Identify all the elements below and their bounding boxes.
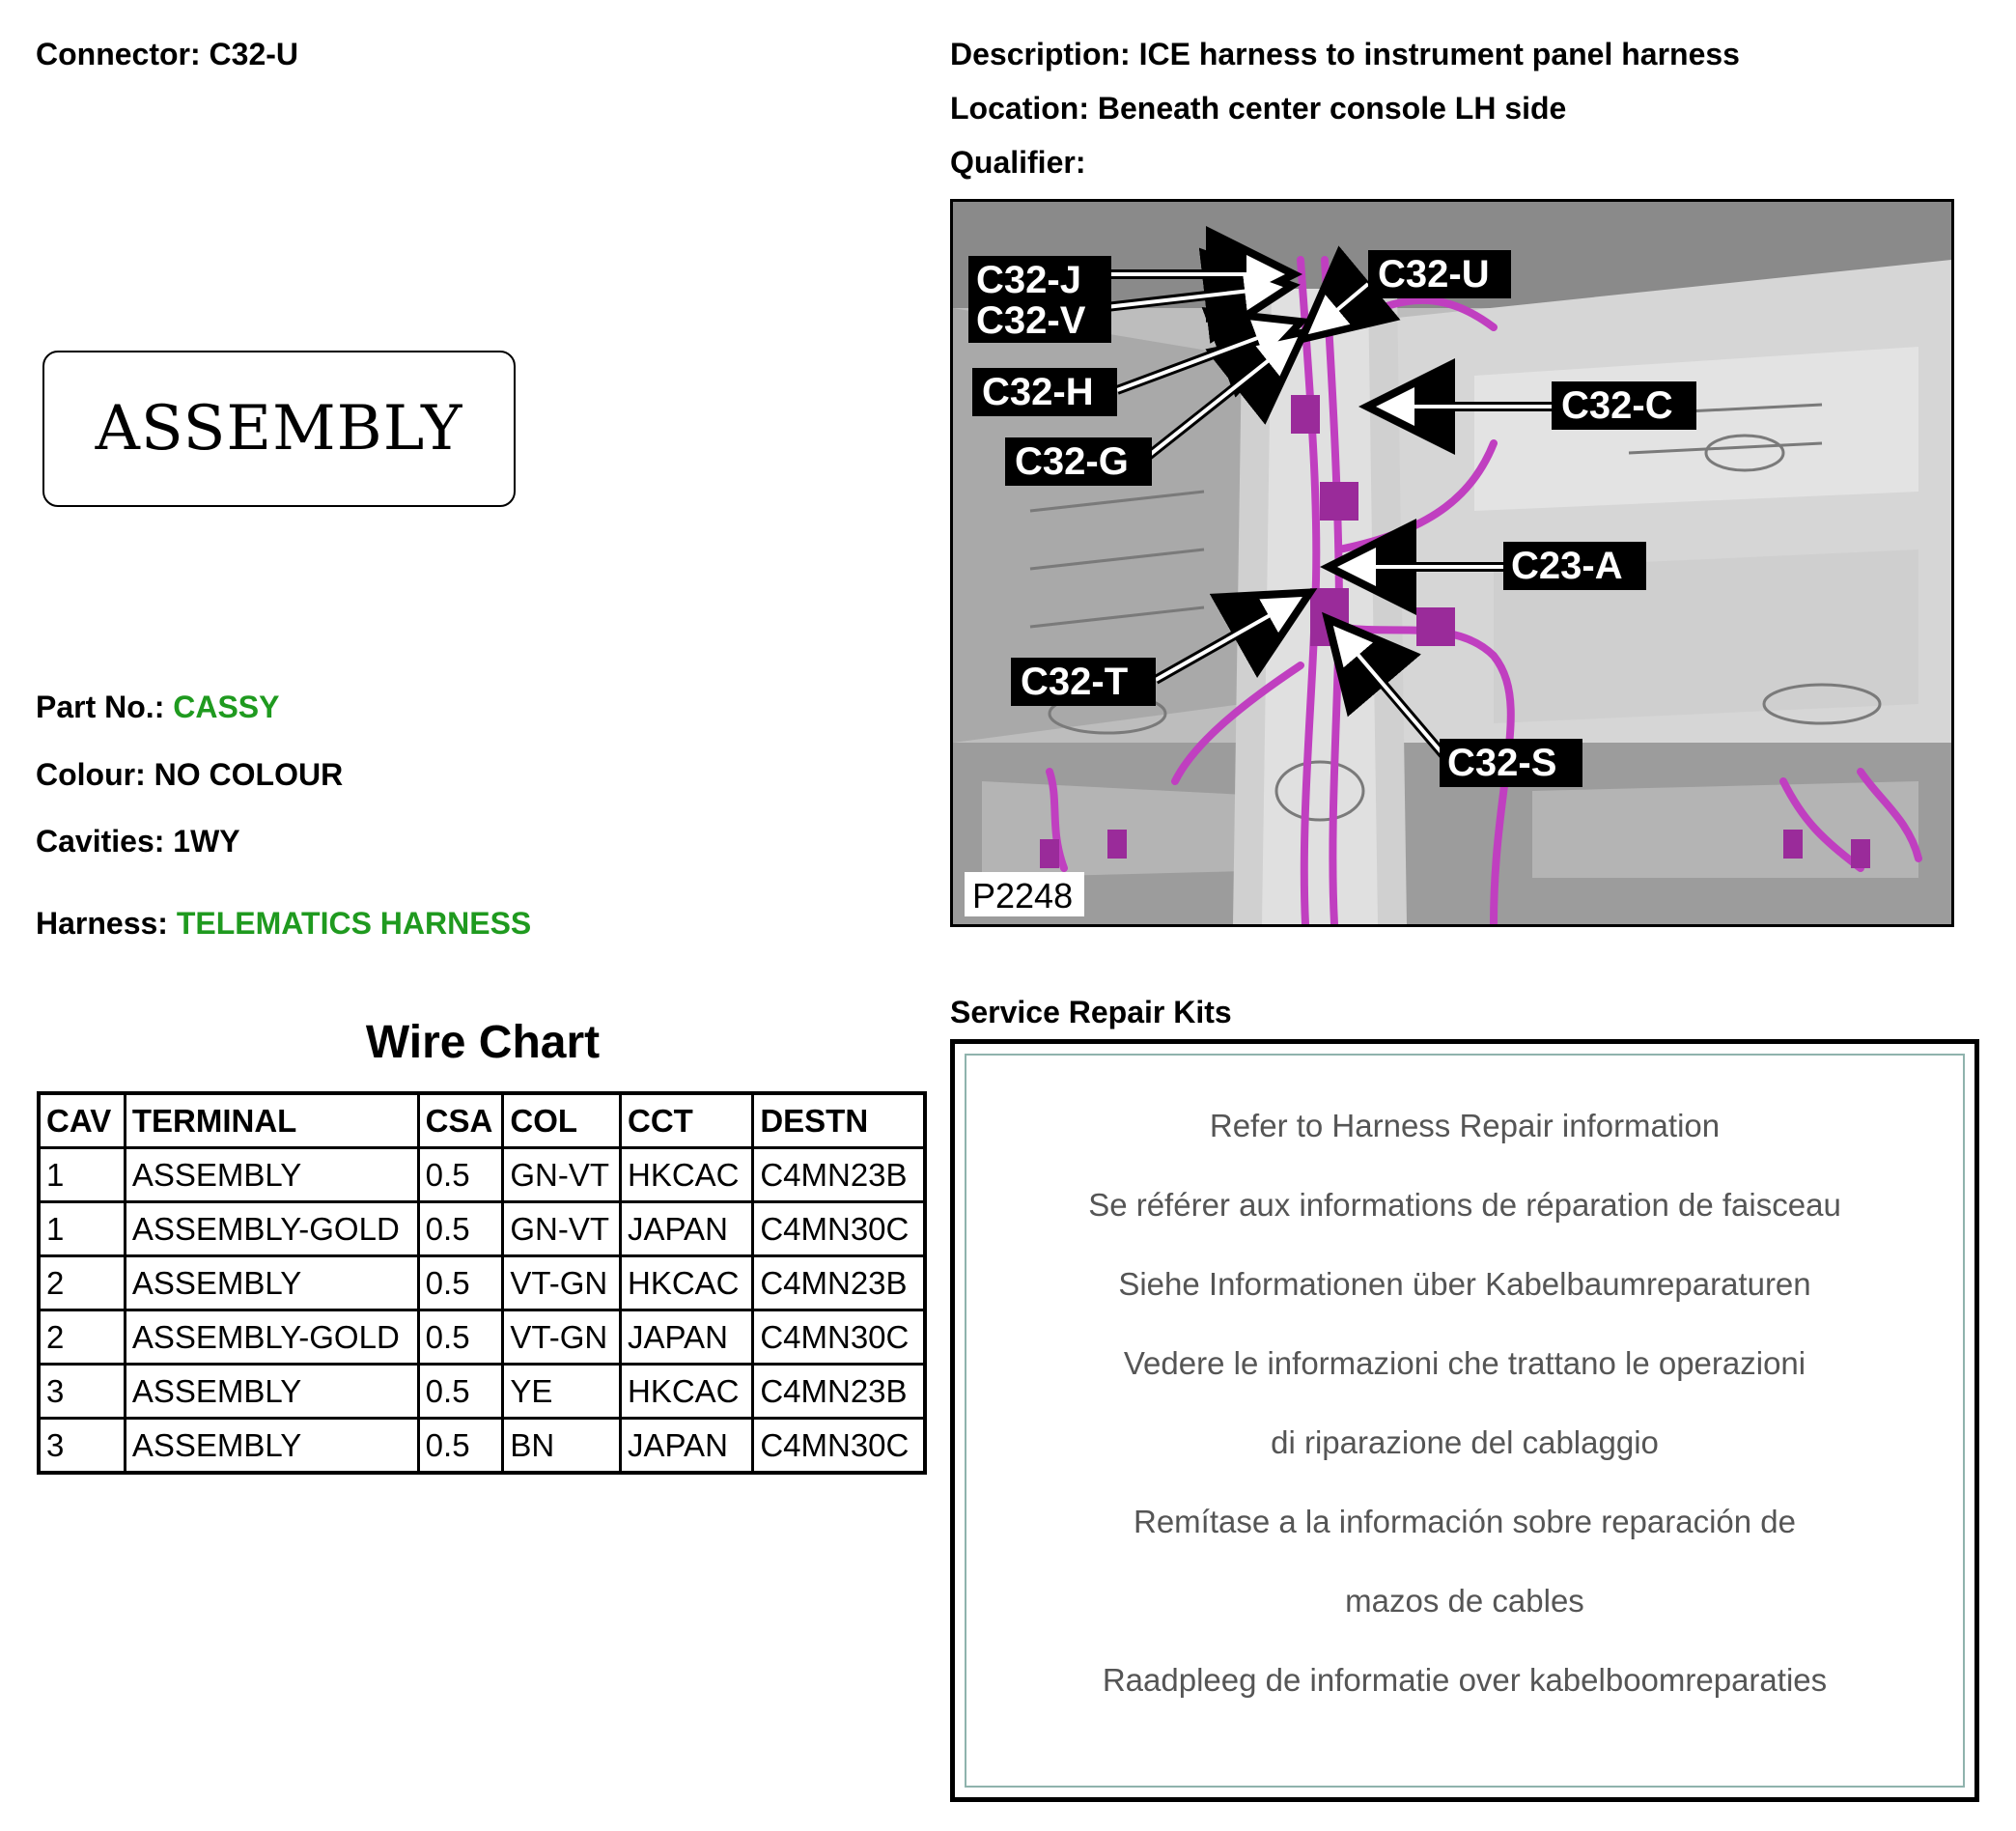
callout-c32-t: C32-T: [1021, 661, 1129, 703]
wire-chart-header-row: [39, 1093, 925, 1148]
connector-location-image: [950, 199, 1954, 927]
cell-cav: 2: [39, 1310, 125, 1365]
description-label: Description: ICE harness to instrument panel harness: [950, 37, 1740, 71]
callout-c32-c: C32-C: [1561, 384, 1673, 427]
cavities-label: Cavities: 1WY: [36, 824, 240, 859]
callout-c23-a: C23-A: [1511, 545, 1623, 587]
cell-col: YE: [503, 1365, 621, 1419]
cell-cct: JAPAN: [620, 1202, 752, 1256]
cell-csa: 0.5: [418, 1202, 503, 1256]
cell-terminal: ASSEMBLY: [125, 1256, 418, 1310]
col-header-csa: CSA: [418, 1093, 503, 1148]
kits-line: di riparazione del cablaggio: [1271, 1424, 1659, 1460]
col-header-destn: DESTN: [753, 1093, 925, 1148]
cell-cct: JAPAN: [620, 1419, 752, 1474]
cell-col: VT-GN: [503, 1310, 621, 1365]
cell-cct: JAPAN: [620, 1310, 752, 1365]
table-row: [39, 1256, 925, 1310]
kits-line: mazos de cables: [1345, 1583, 1584, 1619]
cell-csa: 0.5: [418, 1365, 503, 1419]
cell-terminal: ASSEMBLY: [125, 1419, 418, 1474]
cell-cct: HKCAC: [620, 1365, 752, 1419]
cell-destn: C4MN23B: [753, 1148, 925, 1202]
callout-c32-s: C32-S: [1447, 742, 1557, 784]
harness-link[interactable]: TELEMATICS HARNESS: [176, 906, 532, 941]
location-label: Location: Beneath center console LH side: [950, 91, 1567, 126]
cell-col: GN-VT: [503, 1148, 621, 1202]
col-header-col: COL: [503, 1093, 621, 1148]
image-reference: P2248: [972, 876, 1074, 916]
col-header-cct: CCT: [620, 1093, 752, 1148]
cell-cav: 3: [39, 1419, 125, 1474]
cell-destn: C4MN30C: [753, 1419, 925, 1474]
harness-label: Harness:: [36, 906, 177, 941]
callout-c32-h: C32-H: [982, 371, 1094, 413]
part-number: [36, 690, 279, 725]
connector-label: Connector: C32-U: [36, 37, 299, 71]
table-row: [39, 1202, 925, 1256]
table-row: [39, 1419, 925, 1474]
cell-col: GN-VT: [503, 1202, 621, 1256]
kits-line: Remítase a la información sobre reparación de: [1133, 1504, 1797, 1539]
part-number-link[interactable]: CASSY: [173, 690, 280, 724]
cell-cct: HKCAC: [620, 1256, 752, 1310]
service-repair-kits-box: [950, 1039, 1979, 1802]
cell-csa: 0.5: [418, 1419, 503, 1474]
cell-terminal: ASSEMBLY: [125, 1148, 418, 1202]
part-number-label: Part No.:: [36, 690, 174, 724]
cell-csa: 0.5: [418, 1310, 503, 1365]
kits-line: Se référer aux informations de réparation de faisceau: [1088, 1187, 1841, 1223]
cell-col: BN: [503, 1419, 621, 1474]
callout-c32-v: C32-V: [976, 299, 1086, 342]
cell-col: VT-GN: [503, 1256, 621, 1310]
cell-terminal: ASSEMBLY-GOLD: [125, 1202, 418, 1256]
connector-face: [42, 351, 516, 507]
cell-cav: 1: [39, 1148, 125, 1202]
cell-cav: 3: [39, 1365, 125, 1419]
service-repair-kits-title: Service Repair Kits: [950, 995, 1232, 1029]
cell-destn: C4MN30C: [753, 1202, 925, 1256]
callout-c32-u: C32-U: [1378, 253, 1490, 296]
cell-destn: C4MN23B: [753, 1365, 925, 1419]
col-header-terminal: TERMINAL: [125, 1093, 418, 1148]
cell-destn: C4MN30C: [753, 1310, 925, 1365]
kits-line: Siehe Informationen über Kabelbaumreparaturen: [1118, 1266, 1811, 1302]
table-row: [39, 1365, 925, 1419]
table-row: [39, 1148, 925, 1202]
kits-line: Raadpleeg de informatie over kabelboomreparaties: [1102, 1662, 1828, 1698]
harness: [36, 906, 531, 942]
cell-cav: 1: [39, 1202, 125, 1256]
cell-csa: 0.5: [418, 1256, 503, 1310]
cell-cav: 2: [39, 1256, 125, 1310]
colour-label: Colour: NO COLOUR: [36, 757, 344, 792]
col-header-cav: CAV: [39, 1093, 125, 1148]
qualifier-label: Qualifier:: [950, 145, 1086, 180]
kits-line: Vedere le informazioni che trattano le operazioni: [1123, 1345, 1806, 1381]
connector-face-text: ASSEMBLY: [95, 393, 463, 465]
callout-c32-j: C32-J: [976, 259, 1081, 301]
cell-csa: 0.5: [418, 1148, 503, 1202]
cell-destn: C4MN23B: [753, 1256, 925, 1310]
cell-terminal: ASSEMBLY-GOLD: [125, 1310, 418, 1365]
callout-c32-g: C32-G: [1015, 440, 1129, 483]
wire-chart-table: [37, 1091, 927, 1475]
cell-cct: HKCAC: [620, 1148, 752, 1202]
kits-line: Refer to Harness Repair information: [1209, 1108, 1721, 1143]
wire-chart-title: Wire Chart: [365, 1017, 601, 1068]
cell-terminal: ASSEMBLY: [125, 1365, 418, 1419]
table-row: [39, 1310, 925, 1365]
